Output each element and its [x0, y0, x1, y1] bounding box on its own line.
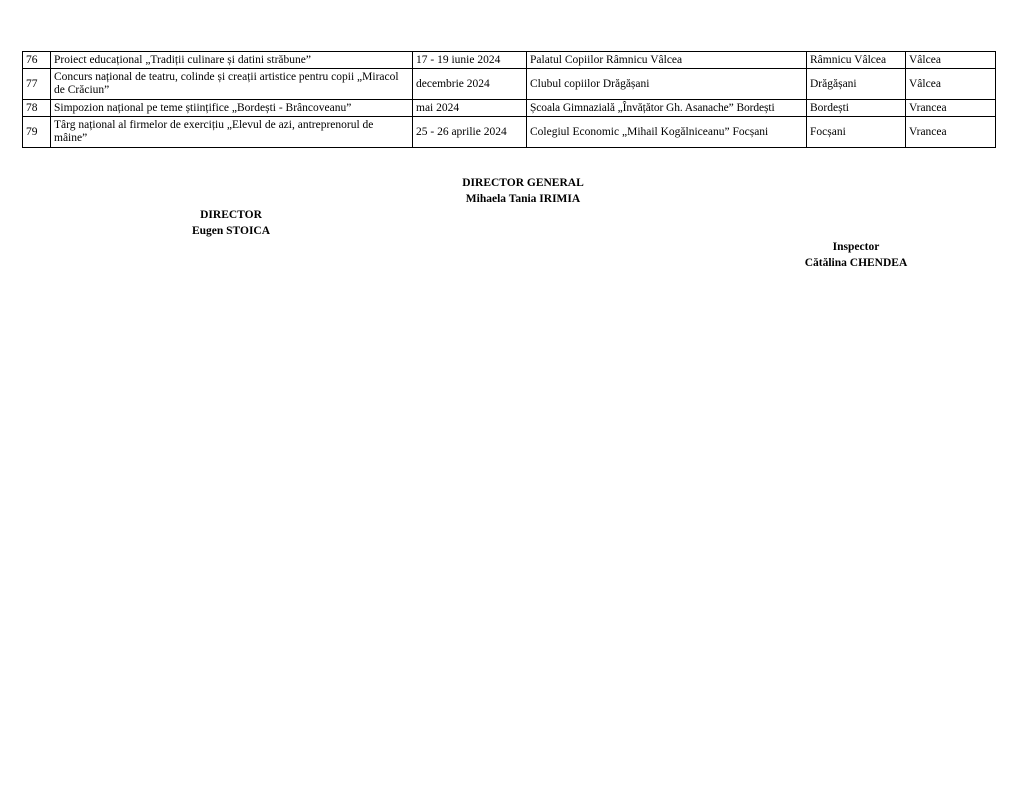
- signature-name: Mihaela Tania IRIMIA: [465, 193, 581, 205]
- row-number: 79: [23, 117, 51, 148]
- county: Vrancea: [906, 100, 996, 117]
- locality: Bordești: [807, 100, 906, 117]
- organizer: Clubul copiilor Drăgășani: [527, 69, 807, 100]
- organizer: Școala Gimnazială „Învățător Gh. Asanache” Bordești: [527, 100, 807, 117]
- row-number: 78: [23, 100, 51, 117]
- activity-period: 17 - 19 iunie 2024: [413, 52, 527, 69]
- activity-name: Proiect educațional „Tradiții culinare și datini străbune”: [51, 52, 413, 69]
- signature-title: DIRECTOR GENERAL: [462, 177, 584, 189]
- table-row: [23, 52, 996, 69]
- activity-period: mai 2024: [413, 100, 527, 117]
- signature-name: Eugen STOICA: [191, 225, 271, 237]
- signature-name: Cătălina CHENDEA: [804, 257, 908, 269]
- locality: Drăgășani: [807, 69, 906, 100]
- signature-director-general: [423, 175, 623, 207]
- table-row: [23, 100, 996, 117]
- row-number: 77: [23, 69, 51, 100]
- activity-period: decembrie 2024: [413, 69, 527, 100]
- table-row: [23, 117, 996, 148]
- activity-name: Simpozion național pe teme științifice „Bordești - Brâncoveanu”: [51, 100, 413, 117]
- activity-name: Concurs național de teatru, colinde și creații artistice pentru copii „Miracol de Crăciun”: [51, 69, 413, 100]
- signature-title: Inspector: [832, 241, 880, 253]
- county: Vrancea: [906, 117, 996, 148]
- signature-director: [131, 207, 331, 239]
- signature-title: DIRECTOR: [200, 209, 262, 221]
- county: Vâlcea: [906, 69, 996, 100]
- locality: Râmnicu Vâlcea: [807, 52, 906, 69]
- events-table: [22, 51, 996, 148]
- activity-name: Târg național al firmelor de exercițiu „Elevul de azi, antreprenorul de mâine”: [51, 117, 413, 148]
- organizer: Palatul Copiilor Râmnicu Vâlcea: [527, 52, 807, 69]
- activity-period: 25 - 26 aprilie 2024: [413, 117, 527, 148]
- locality: Focșani: [807, 117, 906, 148]
- organizer: Colegiul Economic „Mihail Kogălniceanu” Focșani: [527, 117, 807, 148]
- signature-inspector: [756, 239, 956, 271]
- county: Vâlcea: [906, 52, 996, 69]
- row-number: 76: [23, 52, 51, 69]
- table-row: [23, 69, 996, 100]
